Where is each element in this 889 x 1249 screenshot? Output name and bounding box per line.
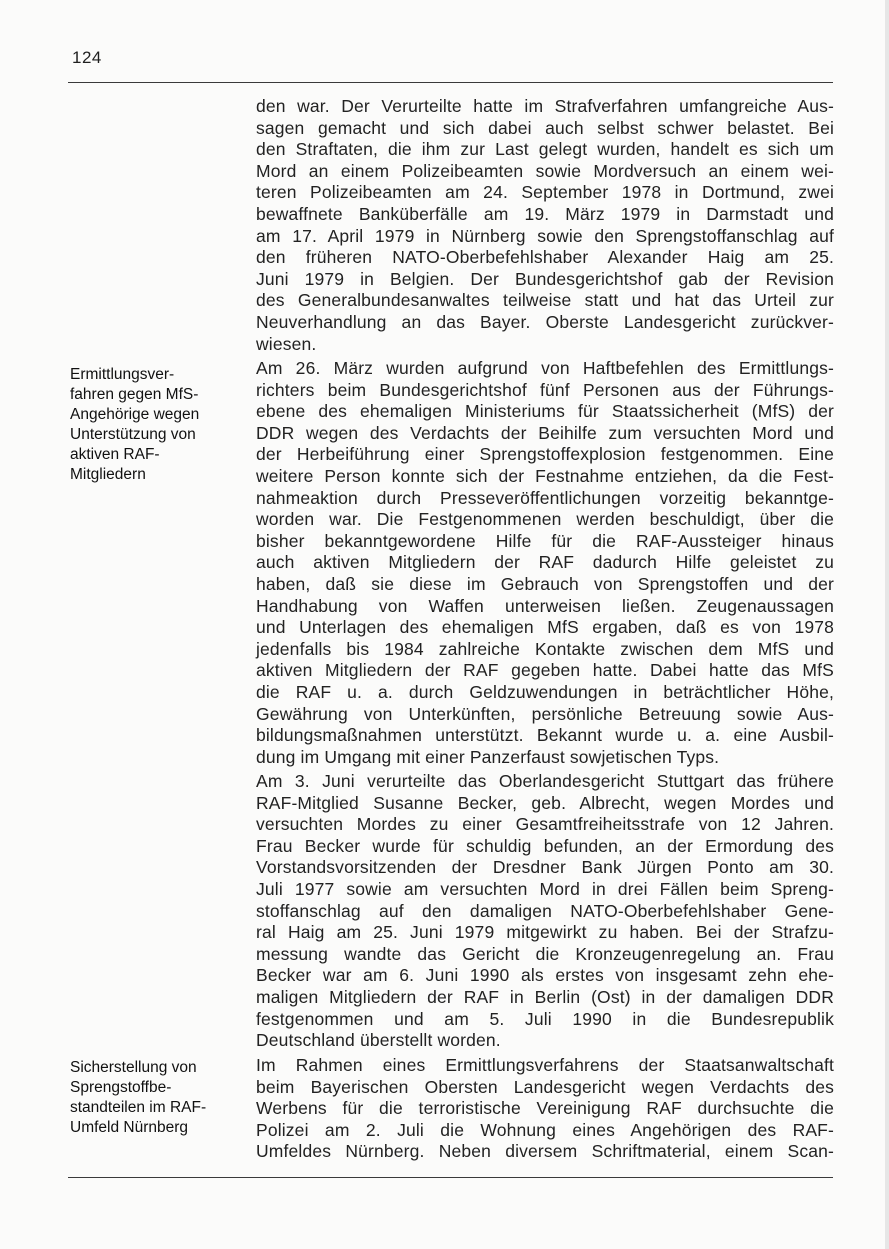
text-line: stoffanschlag auf den damaligen NATO-Oberbefehlshaber Gene-: [256, 900, 834, 921]
text-line: Am 26. März wurden aufgrund von Haftbefehlen des Ermittlungs-: [256, 358, 834, 378]
text-line: Am 3. Juni verurteilte das Oberlandesgericht Stuttgart das frühere: [256, 771, 834, 791]
text-line: festgenommen und am 5. Juli 1990 in die Bundesrepublik: [256, 1008, 834, 1029]
text-line: den früheren NATO-Oberbefehlshaber Alexander Haig am 25.: [256, 247, 834, 268]
text-line: sagen gemacht und sich dabei auch selbst schwer belastet. Bei: [256, 117, 834, 138]
text-line: ebene des ehemaligen Ministeriums für Staatssicherheit (MfS) der: [256, 401, 834, 422]
text-line: wiesen.: [256, 333, 317, 354]
text-line: des Generalbundesanwaltes teilweise statt und hat das Urteil zur: [256, 290, 834, 311]
text-line: bewaffnete Banküberfälle am 19. März 1979 in Darmstadt und: [256, 203, 834, 224]
sidenote-line: fahren gegen MfS-: [70, 386, 199, 403]
text-line: den war. Der Verurteilte hatte im Strafverfahren umfangreiche Aus-: [256, 96, 834, 116]
paragraph-3: [256, 771, 834, 1052]
sidenote-line: Sprengstoffbe-: [70, 1079, 172, 1096]
text-line: Neuverhandlung an das Bayer. Oberste Landesgericht zurückver-: [256, 311, 834, 332]
text-line: die RAF u. a. durch Geldzuwendungen in beträchtlicher Höhe,: [256, 681, 834, 702]
text-line: den Straftaten, die ihm zur Last gelegt wurden, handelt es sich um: [256, 139, 834, 160]
text-line: DDR wegen des Verdachts der Beihilfe zum versuchten Mord und: [256, 422, 834, 443]
text-line: richters beim Bundesgerichtshof fünf Personen aus der Führungs-: [256, 379, 834, 400]
text-line: Juli 1977 sowie am versuchten Mord in drei Fällen beim Spreng-: [256, 878, 834, 899]
text-line: teren Polizeibeamten am 24. September 1978 in Dortmund, zwei: [256, 182, 834, 203]
text-line: bisher bekanntgewordene Hilfe für die RAF-Aussteiger hinaus: [256, 530, 834, 551]
sidenote-line: Mitgliedern: [70, 466, 146, 483]
text-line: worden war. Die Festgenommenen werden beschuldigt, über die: [256, 509, 834, 530]
text-line: beim Bayerischen Obersten Landesgericht wegen Verdachts des: [256, 1076, 834, 1097]
sidenote-line: Angehörige wegen: [70, 406, 200, 423]
text-line: Im Rahmen eines Ermittlungsverfahrens der Staatsanwaltschaft: [256, 1055, 834, 1075]
page-number: 124: [72, 48, 102, 67]
text-line: jedenfalls bis 1984 zahlreiche Kontakte zwischen dem MfS und: [256, 638, 834, 659]
paragraph-2: [256, 358, 834, 768]
sidenote-line: Umfeld Nürnberg: [70, 1119, 189, 1136]
sidenote-line: standteilen im RAF-: [70, 1099, 207, 1116]
text-line: Frau Becker wurde für schuldig befunden, an der Ermordung des: [256, 835, 834, 856]
text-line: maligen Mitgliedern der RAF in Berlin (Ost) in der damaligen DDR: [256, 986, 834, 1007]
text-line: der Herbeiführung einer Sprengstoffexplosion festgenommen. Eine: [256, 444, 834, 465]
text-line: versuchten Mordes zu einer Gesamtfreiheitsstrafe von 12 Jahren.: [256, 814, 834, 835]
text-line: Vorstandsvorsitzenden der Dresdner Bank Jürgen Ponto am 30.: [256, 857, 834, 878]
text-line: Werbens für die terroristische Vereinigung RAF durchsuchte die: [256, 1098, 834, 1119]
text-line: am 17. April 1979 in Nürnberg sowie den Sprengstoffanschlag auf: [256, 225, 834, 246]
text-line: weitere Person konnte sich der Festnahme entziehen, da die Fest-: [256, 465, 834, 486]
sidenote-line: Unterstützung von: [70, 426, 196, 443]
text-line: Deutschland überstellt worden.: [256, 1030, 501, 1051]
sidenote-nuremberg-explosives: [70, 1058, 240, 1138]
text-line: Juni 1979 in Belgien. Der Bundesgerichtshof gab der Revision: [256, 268, 834, 289]
sidenote-line: Ermittlungsver-: [70, 366, 175, 383]
paragraph-1: [256, 96, 834, 355]
text-line: auch aktiven Mitgliedern der RAF dadurch Hilfe geleistet zu: [256, 552, 834, 573]
header-rule: [68, 82, 833, 83]
sidenote-line: aktiven RAF-: [70, 446, 160, 463]
paragraph-4: [256, 1055, 834, 1163]
text-line: nahmeaktion durch Presseveröffentlichungen vorzeitig bekanntge-: [256, 487, 834, 508]
text-line: Umfeldes Nürnberg. Neben diversem Schriftmaterial, einem Scan-: [256, 1141, 834, 1162]
text-line: RAF-Mitglied Susanne Becker, geb. Albrecht, wegen Mordes und: [256, 792, 834, 813]
text-line: messung wandte das Gericht die Kronzeugenregelung an. Frau: [256, 943, 834, 964]
text-line: Handhabung von Waffen unterweisen ließen. Zeugenaussagen: [256, 595, 834, 616]
footer-rule: [68, 1177, 833, 1178]
text-line: Becker war am 6. Juni 1990 als erstes von insgesamt zehn ehe-: [256, 965, 834, 986]
text-line: bildungsmaßnahmen unterstützt. Bekannt wurde u. a. eine Ausbil-: [256, 725, 834, 746]
text-line: haben, daß sie diese im Gebrauch von Sprengstoffen und der: [256, 573, 834, 594]
text-line: dung im Umgang mit einer Panzerfaust sowjetischen Typs.: [256, 746, 720, 767]
text-line: und Unterlagen des ehemaligen MfS ergaben, daß es von 1978: [256, 617, 834, 638]
text-line: Mord an einem Polizeibeamten sowie Mordversuch an einem wei-: [256, 160, 834, 181]
text-line: Gewährung von Unterkünften, persönliche Betreuung sowie Aus-: [256, 703, 834, 724]
sidenote-line: Sicherstellung von: [70, 1059, 197, 1076]
text-line: Polizei am 2. Juli die Wohnung eines Angehörigen des RAF-: [256, 1119, 834, 1140]
text-line: ral Haig am 25. Juni 1979 mitgewirkt zu haben. Bei der Strafzu-: [256, 922, 834, 943]
sidenote-mfs-investigation: [70, 365, 240, 485]
scan-edge: [885, 0, 889, 1249]
text-line: aktiven Mitgliedern der RAF gegeben hatte. Dabei hatte das MfS: [256, 660, 834, 681]
